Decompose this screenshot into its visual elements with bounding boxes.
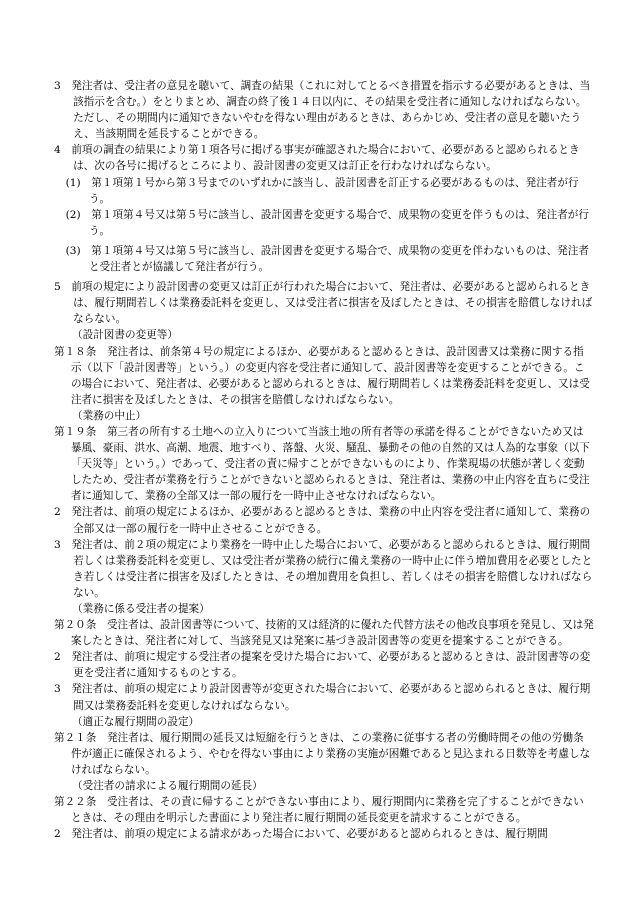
article-19: 第１９条 第三者の所有する土地への立入りについて当該土地の所有者等の承諾を得ることができないため又は暴風、豪雨、洪水、高潮、地震、地すべり、落盤、火災、騒乱、暴動その他の自然的又は人為的な事象（以下「天災等」という。）であって、受注者の責に帰すことができないものにより、作業現場の状態が著しく変動したため、受注者が業務を行うことができないと認められるときは、発注者は、業務の中止内容を直ちに受注者に通知して、業務の全部又は一部の履行を一時中止させなければならない。	[54, 425, 590, 503]
article-21: 第２１条 発注者は、履行期間の延長又は短縮を行うときは、この業務に従事する者の労働時間その他の労働条件が適正に確保されるよう、やむを得ない事由により業務の実施が困難であると見込まれる日数等を考慮しなければならない。	[54, 731, 591, 776]
paragraph-19-2: 2 発注者は、前項の規定によるほか、必要があると認めるときは、業務の中止内容を受注者に通知して、業務の全部又は一部の履行を一時中止させることができる。	[54, 506, 591, 535]
document-body	[54, 78, 594, 842]
article-22: 第２２条 受注者は、その責に帰することができない事由により、履行期間内に業務を完了することができないときは、その理由を明示した書面により発注者に履行期間の延長変更を請求することができる。	[54, 796, 584, 825]
article-heading-19: （業務の中止）	[72, 409, 147, 422]
item-17-4-2: (2) 第１項第４号又は第５号に該当し、設計図書を変更する場合で、成果物の変更を伴うものは、発注者が行う。	[65, 208, 589, 237]
article-18: 第１８条 発注者は、前条第４号の規定によるほか、必要があると認めるときは、設計図書又は業務に関する指示（以下「設計図書等」という。）の変更内容を受注者に通知して、設計図書等を変更することができる。この場合において、発注者は、必要があると認められるときは、履行期間若しくは業務委託料を変更し、又は受注者に損害を及ぼしたときは、その損害を賠償しなければならない。	[54, 345, 590, 406]
article-heading-20: （業務に係る受注者の提案）	[72, 603, 210, 615]
paragraph-22-2: 2 発注者は、前項の規定による請求があった場合において、必要があると認められるときは、履行期間	[54, 828, 548, 841]
item-17-4-3: (3) 第１項第４号又は第５号に該当し、設計図書を変更する場合で、成果物の変更を伴わないものは、発注者と受注者とが協議して発注者が行う。	[65, 244, 589, 274]
article-heading-22: （受注者の請求による履行期間の延長）	[72, 780, 263, 793]
article-heading-18: （設計図書の変更等）	[72, 329, 178, 342]
paragraph-17-5: 5 前項の規定により設計図書の変更又は訂正が行われた場合において、発注者は、必要があると認められるときは、履行期間若しくは業務委託料を変更し、又は受注者に損害を及ぼしたときは、その損害を賠償しなければならない。	[54, 281, 593, 326]
article-heading-21: （適正な履行期間の設定）	[72, 715, 200, 728]
item-17-4-1: (1) 第１項第１号から第３号までのいずれかに該当し、設計図書を訂正する必要があるものは、発注者が行う。	[65, 176, 579, 205]
paragraph-19-3: 3 発注者は、前２項の規定により業務を一時中止した場合において、必要があると認められるときは、履行期間若しくは業務委託料を変更し、又は受注者が業務の続行に備え業務の一時中止に伴う増加費用を必要としたとき若しくは受注者に損害を及ぼしたときは、その増加費用を負担し、若しくはその損害を賠償しなければならない。	[54, 538, 593, 599]
article-20: 第２０条 受注者は、設計図書等について、技術的又は経済的に優れた代替方法その他改良事項を発見し、又は発案したときは、発注者に対して、当該発見又は発案に基づき設計図書等の変更を提案することができる。	[54, 619, 594, 648]
paragraph-17-4: 4 前項の調査の結果により第１項各号に掲げる事実が確認された場合において、必要があると認められるときは、次の各号に掲げるところにより、設計図書の変更又は訂正を行わなければならない。	[54, 144, 580, 173]
paragraph-20-2: 2 発注者は、前項に規定する受注者の提案を受けた場合において、必要があると認めるときは、設計図書等の変更を受注者に通知するものとする。	[54, 651, 591, 680]
paragraph-17-3: 3 発注者は、受注者の意見を聴いて、調査の結果（これに対してとるべき措置を指示する必要があるときは、当該指示を含む。）をとりまとめ、調査の終了後１４日以内に、その結果を受注者に通知しなければならない。ただし、その期間内に通知できないやむを得ない理由があるときは、あらかじめ、受注者の意見を聴いたうえ、当該期間を延長することができる。	[54, 80, 591, 141]
paragraph-20-3: 3 発注者は、前項の規定により設計図書等が変更された場合において、必要があると認められるときは、履行期間又は業務委託料を変更しなければならない。	[54, 683, 591, 712]
